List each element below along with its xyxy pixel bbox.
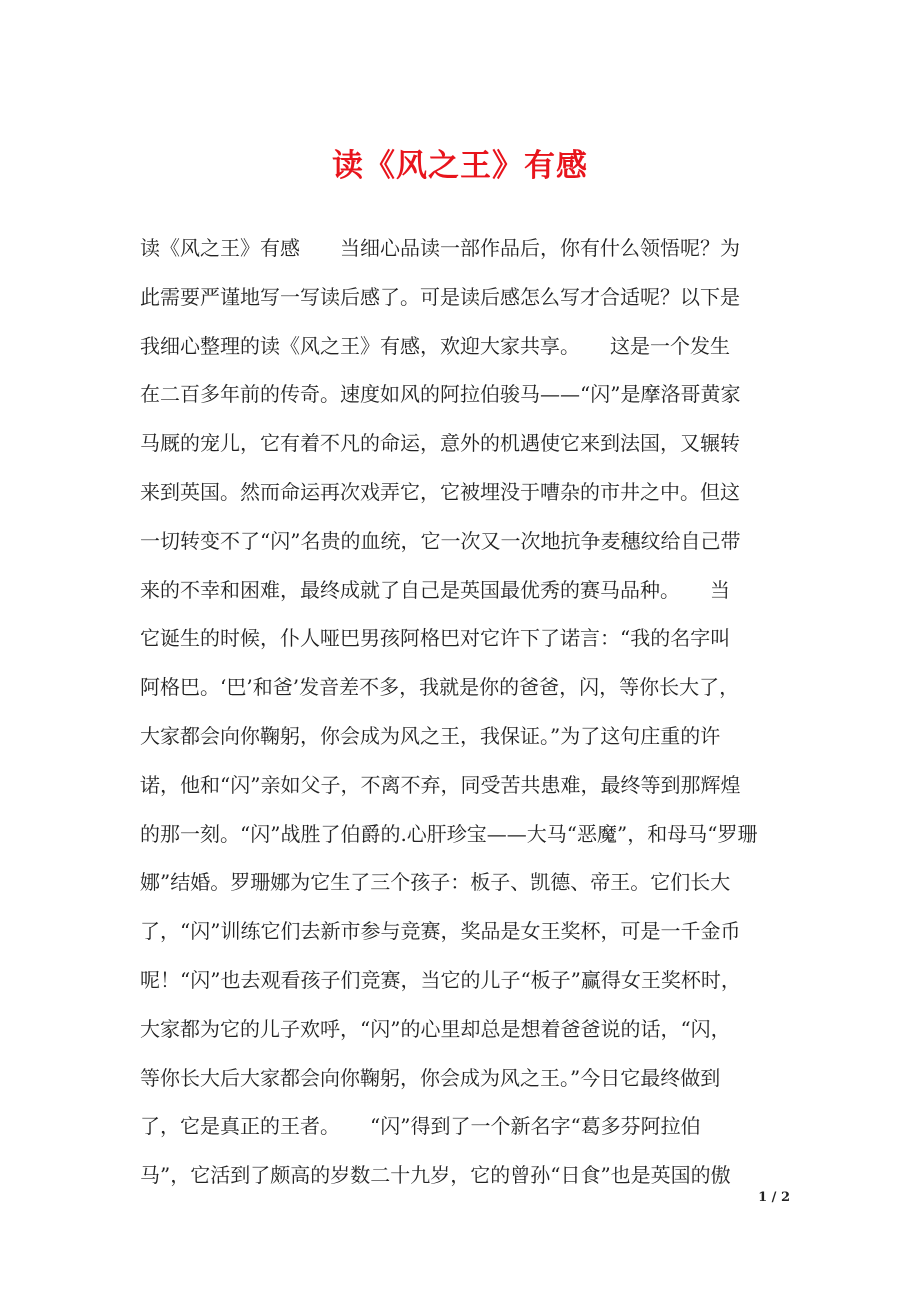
- text-line: 阿格巴。‘巴’和爸’发音差不多，我就是你的爸爸，闪，等你长大了，: [140, 675, 740, 700]
- text-line: 它诞生的时候，仆人哑巴男孩阿格巴对它许下了诺言：“我的名字叫: [140, 626, 731, 651]
- text-line: 马厩的宠儿，它有着不凡的命运，意外的机遇使它来到法国，又辗转: [140, 431, 740, 456]
- text-line: 马”，它活到了颇高的岁数二十九岁，它的曾孙“日食”也是英国的傲: [140, 1163, 731, 1188]
- page-title: 读《风之王》有感: [332, 148, 588, 184]
- text-line: 等你长大后大家都会向你鞠躬，你会成为风之王。”今日它最终做到: [140, 1065, 721, 1090]
- text-line: 的那一刻。“闪”战胜了伯爵的.心肝珍宝——大马“恶魔”，和母马“罗珊: [140, 821, 758, 846]
- text-line: 诺，他和“闪”亲如父子，不离不弃，同受苦共患难，最终等到那辉煌: [140, 772, 741, 797]
- text-line: 此需要严谨地写一写读后感了。可是读后感怎么写才合适呢？以下是: [140, 284, 740, 309]
- text-line: 来到英国。然而命运再次戏弄它，它被埋没于嘈杂的市井之中。但这: [140, 479, 740, 504]
- text-line: 一切转变不了“闪”名贵的血统，它一次又一次地抗争麦穗纹给自己带: [140, 528, 741, 553]
- text-line: 读《风之王》有感 当细心品读一部作品后，你有什么领悟呢？为: [140, 236, 740, 260]
- text-line: 了，“闪”训练它们去新市参与竞赛，奖品是女王奖杯，可是一千金币: [140, 919, 741, 944]
- text-line: 呢！“闪”也去观看孩子们竞赛，当它的儿子“板子”赢得女王奖杯时，: [140, 967, 741, 992]
- text-line: 娜”结婚。罗珊娜为它生了三个孩子：板子、凯德、帝王。它们长大: [140, 870, 731, 895]
- page-number: 1 / 2: [758, 1190, 790, 1205]
- text-line: 了，它是真正的王者。 “闪”得到了一个新名字“葛多芬阿拉伯: [140, 1114, 701, 1139]
- text-line: 大家都会向你鞠躬，你会成为风之王，我保证。”为了这句庄重的许: [140, 723, 721, 748]
- text-line: 我细心整理的读《风之王》有感，欢迎大家共享。 这是一个发生: [140, 333, 730, 358]
- text-line: 在二百多年前的传奇。速度如风的阿拉伯骏马——“闪”是摩洛哥黄家: [140, 382, 741, 407]
- body-text: [140, 229, 800, 1205]
- text-line: 大家都为它的儿子欢呼，“闪”的心里却总是想着爸爸说的话，“闪，: [140, 1016, 731, 1041]
- text-line: 来的不幸和困难，最终成就了自己是英国最优秀的赛马品种。 当: [140, 577, 730, 602]
